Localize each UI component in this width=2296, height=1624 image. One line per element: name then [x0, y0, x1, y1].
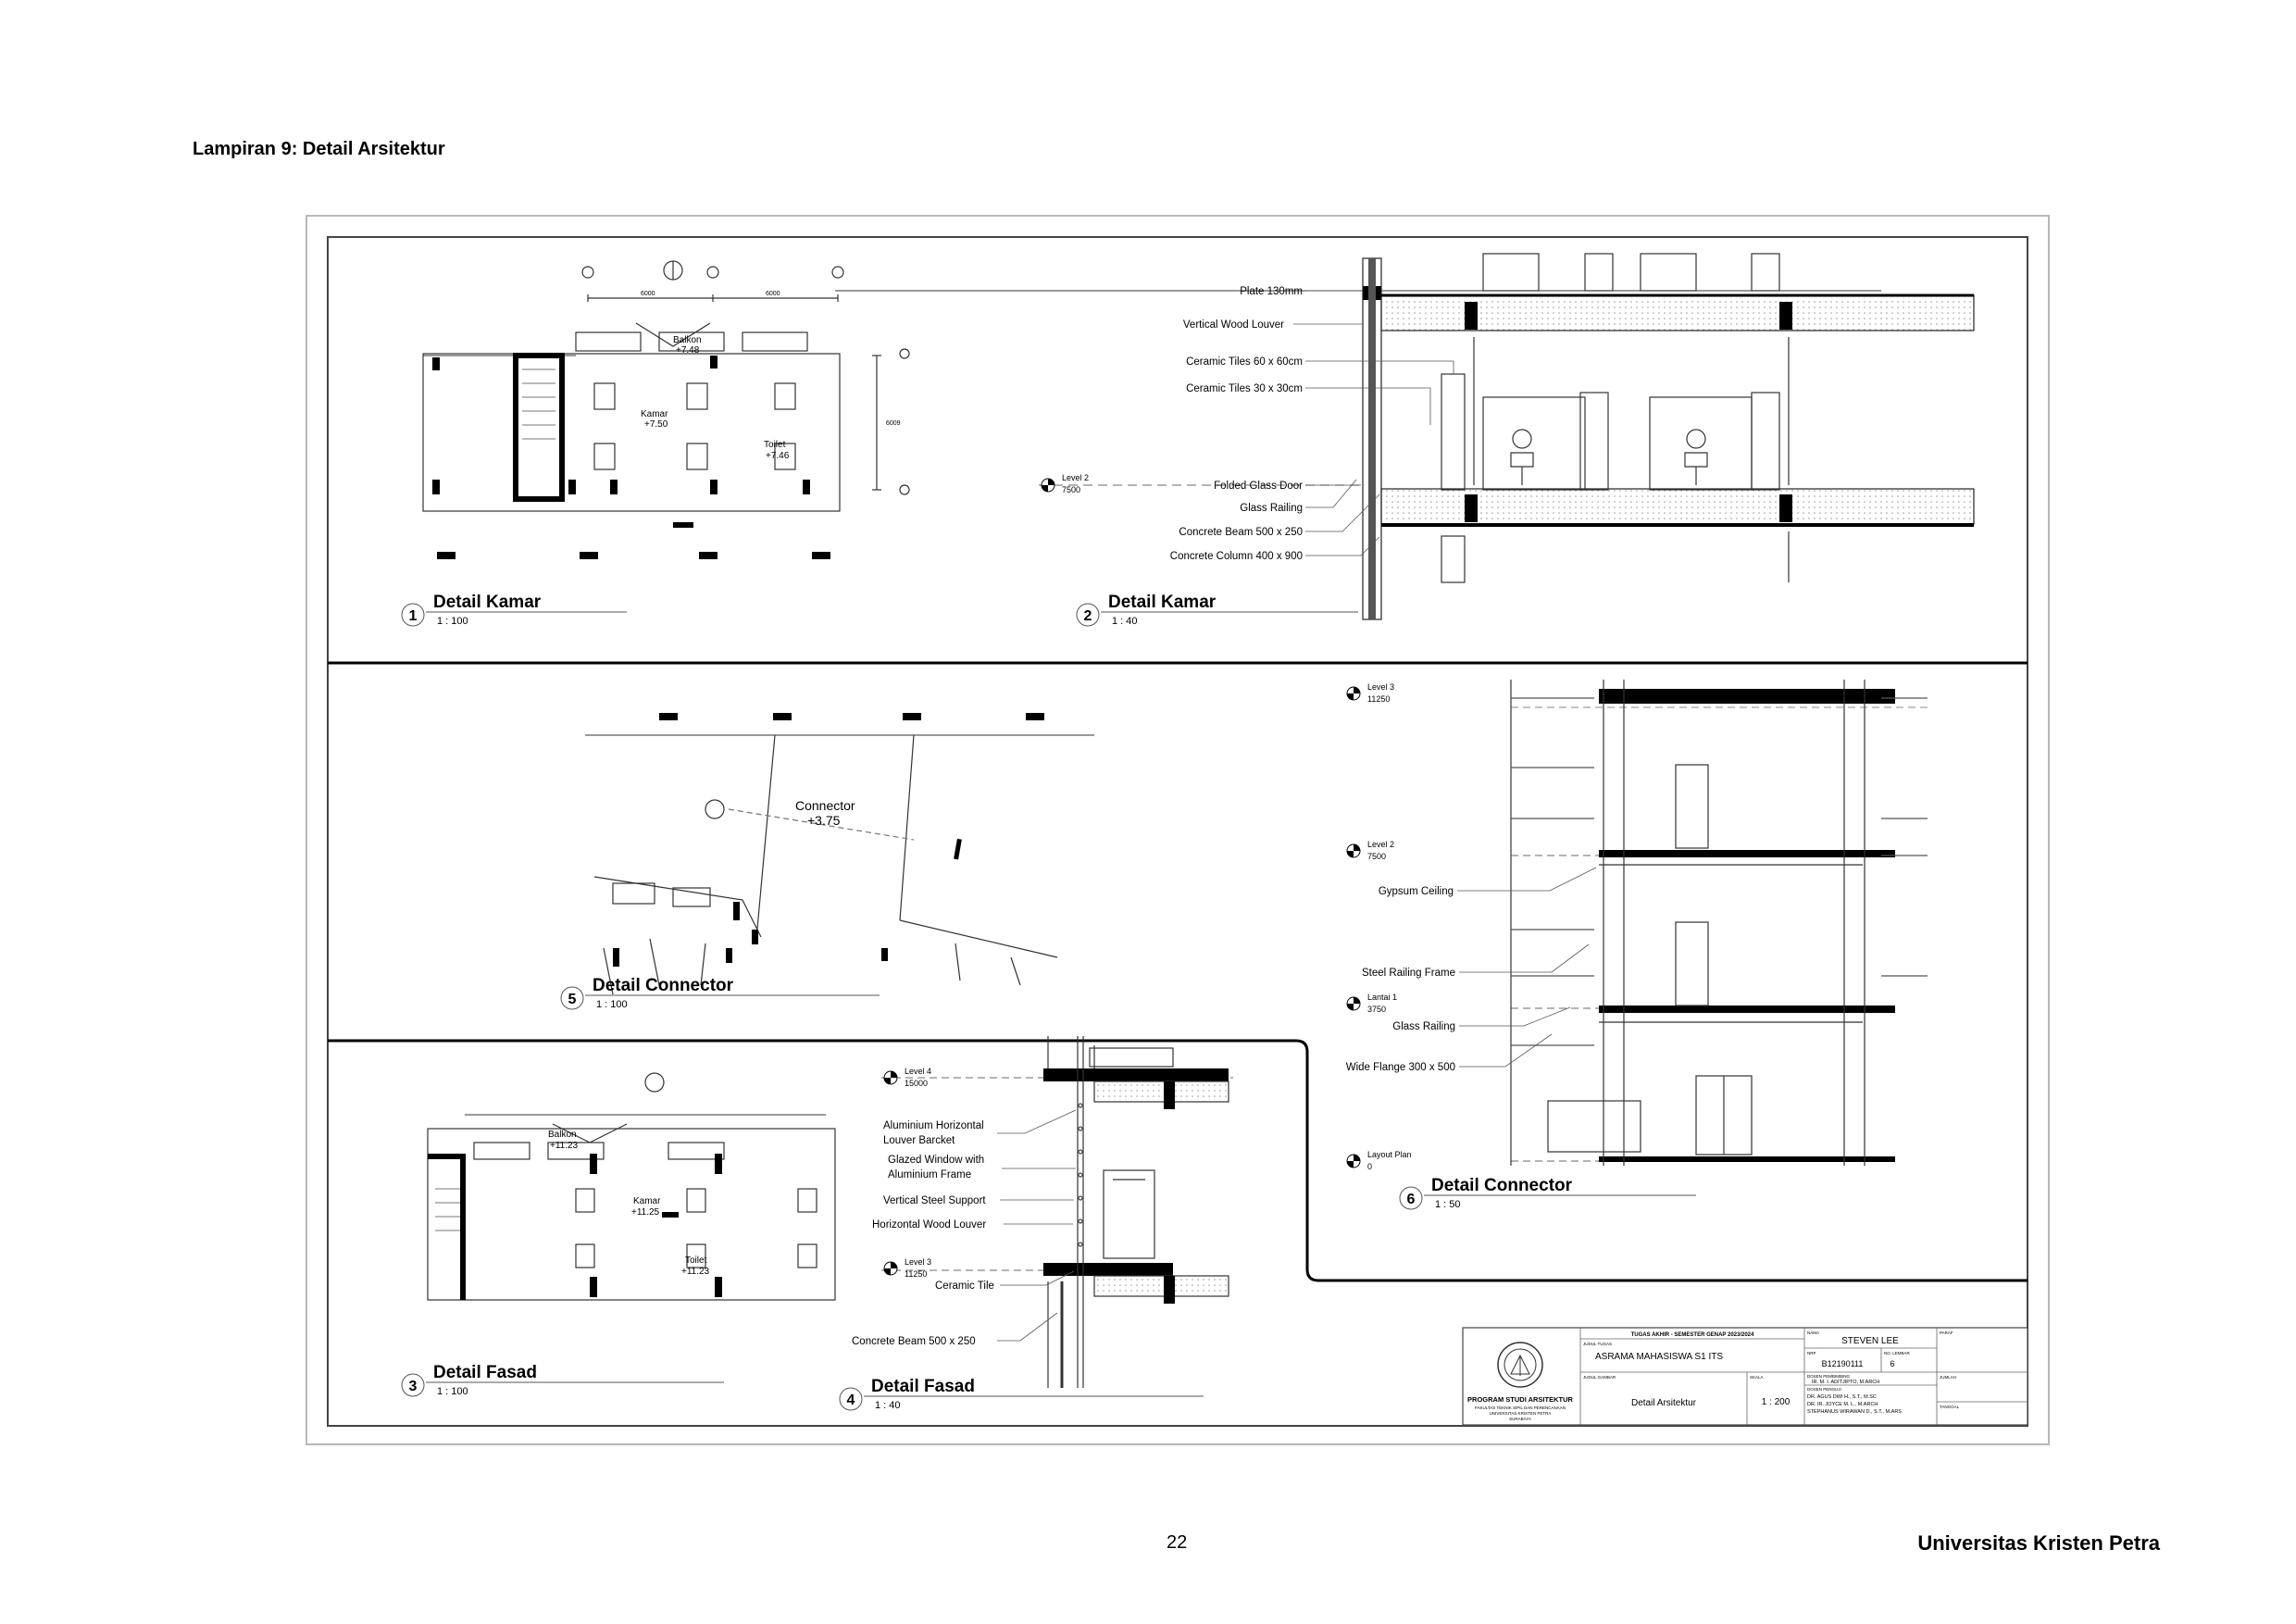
tb-examiner-label: DOSEN PENGUJI	[1807, 1387, 1841, 1392]
university-seal-icon	[1498, 1343, 1542, 1387]
s4-level4-value: 15000	[905, 1079, 929, 1088]
tb-sheet-title: Detail Arsitektur	[1630, 1398, 1697, 1408]
tb-city: SURABAYA	[1509, 1417, 1531, 1421]
title6-text: Detail Connector	[1431, 1176, 1573, 1195]
section6-level-2	[1347, 840, 1394, 861]
s6-lantai1-value: 3750	[1367, 1005, 1387, 1014]
title4-text: Detail Fasad	[871, 1377, 975, 1396]
title5-num: 5	[568, 992, 577, 1007]
tb-name-label: NAMA	[1807, 1330, 1820, 1335]
detail-kamar-plan	[423, 261, 909, 511]
s6-layout-value: 0	[1367, 1162, 1373, 1171]
section6-levels	[1347, 682, 1412, 1171]
tb-paraf-label: PARAF	[1940, 1330, 1953, 1335]
callout-folded-door: Folded Glass Door	[1214, 481, 1303, 492]
tb-advisor-label: DOSEN PEMBIMBING	[1807, 1374, 1851, 1379]
detail-kamar-section	[835, 254, 1974, 619]
s4-level3-value: 11250	[905, 1269, 928, 1279]
tb-examiner-2: DR. IR. JOYCE M. L., M.ARCH	[1807, 1402, 1878, 1407]
s4-level4-name: Level 4	[905, 1067, 932, 1076]
s6-level2-name: Level 2	[1367, 840, 1395, 849]
callout-alu-horizontal: Aluminium Horizontal	[883, 1120, 984, 1131]
tb-program: PROGRAM STUDI ARSITEKTUR	[1467, 1395, 1573, 1404]
title1-scale: 1 : 100	[437, 616, 468, 627]
fasad-columns	[428, 1154, 722, 1300]
tb-sheetno-label: NO. LEMBAR	[1884, 1351, 1910, 1355]
callout-glazed-window: Glazed Window with	[888, 1155, 985, 1166]
callout-tiles-30: Ceramic Tiles 30 x 30cm	[1186, 383, 1303, 394]
section6-callouts	[1346, 886, 1455, 1073]
drawing-sheet	[306, 215, 2050, 1445]
callout-column: Concrete Column 400 x 900	[1169, 551, 1303, 562]
section4-leaders	[997, 1110, 1076, 1341]
plan3-toilet-level: +11.23	[681, 1267, 710, 1277]
tb-scale: 1 : 200	[1761, 1397, 1791, 1407]
plan3-toilet: Toilet	[685, 1255, 707, 1266]
tb-course: TUGAS AKHIR - SEMESTER GENAP 2023/2024	[1630, 1332, 1754, 1338]
tb-nrp: B12190111	[1821, 1359, 1864, 1368]
title-block	[1463, 1328, 2028, 1425]
plan1-kamar: Kamar	[641, 409, 668, 419]
title3-text: Detail Fasad	[433, 1363, 537, 1382]
title1-num: 1	[408, 608, 418, 624]
tb-jumlah-label: JUMLAH	[1940, 1375, 1957, 1380]
callout-wide-flange: Wide Flange 300 x 500	[1345, 1062, 1455, 1073]
drawing-title-1	[402, 593, 627, 627]
tb-project: ASRAMA MAHASISWA S1 ITS	[1595, 1352, 1723, 1362]
plan1-balkon: Balkon	[673, 335, 702, 345]
tb-faculty: FAKULTAS TEKNIK SIPIL DAN PERENCANAAN	[1474, 1405, 1566, 1410]
detail-connector-plan	[585, 735, 1094, 994]
drawing-title-2	[1077, 593, 1358, 627]
detail-fasad-plan	[428, 1073, 835, 1300]
section6-level-3	[1347, 682, 1394, 704]
plan1-toilet: Toilet	[764, 440, 786, 450]
plan3-kamar: Kamar	[633, 1196, 661, 1206]
section4-callouts	[852, 1120, 994, 1347]
tb-scale-label: SKALA	[1750, 1375, 1764, 1380]
plan1-dim-1: 6000	[641, 291, 655, 297]
section2-level-name: Level 2	[1062, 473, 1090, 482]
title5-text: Detail Connector	[593, 976, 734, 995]
title3-scale: 1 : 100	[437, 1386, 468, 1397]
plan1-toilet-level: +7.46	[766, 451, 790, 461]
title6-scale: 1 : 50	[1435, 1199, 1461, 1210]
callout-beam-fasad: Concrete Beam 500 x 250	[852, 1336, 976, 1347]
title2-num: 2	[1083, 608, 1092, 624]
tb-examiner-1: DR. AGUS DWI H., S.T., M.SC	[1807, 1394, 1877, 1400]
drawing-title-3	[402, 1363, 724, 1397]
drawing-title-5	[561, 976, 880, 1010]
callout-wood-louver: Vertical Wood Louver	[1182, 319, 1284, 331]
institution-name: Universitas Kristen Petra	[1917, 1531, 2160, 1555]
plan1-dim-3: 6009	[886, 420, 901, 427]
callout-plate: Plate 130mm	[1240, 286, 1303, 297]
title6-num: 6	[1406, 1192, 1416, 1207]
title1-text: Detail Kamar	[433, 593, 542, 612]
section6-layout-plan	[1347, 1150, 1412, 1171]
plan3-kamar-level: +11.25	[631, 1207, 660, 1218]
section2-level-value: 7500	[1062, 485, 1081, 494]
title5-scale: 1 : 100	[596, 999, 628, 1010]
tb-examiner-3: STEPHANUS WIRAWAN D., S.T., M.ARS	[1807, 1409, 1902, 1415]
callout-vertical-steel: Vertical Steel Support	[883, 1195, 986, 1206]
section4-level-3	[884, 1257, 931, 1279]
title2-text: Detail Kamar	[1108, 593, 1217, 612]
detail-connector-section	[1511, 680, 1928, 1166]
connector-label: Connector	[795, 798, 855, 813]
tb-project-label: JUDUL TUGAS	[1583, 1342, 1613, 1346]
callout-glass-railing: Glass Railing	[1240, 503, 1303, 514]
page-heading: Lampiran 9: Detail Arsitektur	[193, 139, 445, 159]
tb-nrp-label: NRP	[1807, 1351, 1816, 1355]
inner-frame	[328, 237, 2028, 1426]
connector-level: +3.75	[807, 813, 841, 828]
tb-university: UNIVERSITAS KRISTEN PETRA	[1489, 1411, 1552, 1416]
section6-leaders	[1457, 868, 1596, 1067]
tb-advisor: IR. M. I. ADITJIPTO, M.ARCH	[1812, 1380, 1880, 1385]
s6-level3-value: 11250	[1367, 694, 1391, 704]
tb-sheet-label: JUDUL GAMBAR	[1583, 1375, 1616, 1380]
title2-scale: 1 : 40	[1112, 616, 1138, 627]
s6-lantai1-name: Lantai 1	[1367, 993, 1398, 1002]
s6-layout-name: Layout Plan	[1367, 1150, 1412, 1159]
callout-steel-railing: Steel Railing Frame	[1362, 968, 1455, 979]
page-number: 22	[1167, 1532, 1188, 1553]
callout-tiles-60: Ceramic Tiles 60 x 60cm	[1186, 356, 1303, 368]
callout-horizontal-louver: Horizontal Wood Louver	[872, 1219, 987, 1230]
title4-num: 4	[846, 1393, 855, 1408]
drawing-title-6	[1400, 1176, 1696, 1210]
plan3-balkon-level: +11.23	[550, 1141, 579, 1151]
callout-beam: Concrete Beam 500 x 250	[1179, 527, 1303, 538]
drawing-title-4	[840, 1377, 1204, 1411]
s6-level3-name: Level 3	[1367, 682, 1395, 692]
plan1-kamar-level: +7.50	[644, 419, 668, 430]
callout-glass-railing-6: Glass Railing	[1392, 1021, 1455, 1032]
callout-ceramic-tile: Ceramic Tile	[935, 1280, 994, 1292]
callout-gypsum: Gypsum Ceiling	[1378, 886, 1454, 897]
plan3-balkon: Balkon	[548, 1130, 577, 1140]
section2-level-2	[1042, 473, 1089, 494]
drawing-canvas	[307, 217, 2048, 1443]
section6-lantai-1	[1347, 993, 1397, 1014]
title4-scale: 1 : 40	[875, 1400, 901, 1411]
s6-level2-value: 7500	[1367, 852, 1387, 861]
plan1-balkon-level: +7.48	[676, 345, 700, 356]
tb-name: STEVEN LEE	[1841, 1336, 1899, 1346]
callout-louver-barcket: Louver Barcket	[883, 1135, 955, 1146]
s4-level3-name: Level 3	[905, 1257, 932, 1267]
connector-columns	[613, 713, 1044, 967]
tb-date-label: TANGGAL	[1940, 1405, 1960, 1409]
detail-fasad-section	[881, 1036, 1233, 1388]
title3-num: 3	[408, 1379, 418, 1394]
callout-alu-frame: Aluminium Frame	[888, 1169, 972, 1181]
plan1-dim-2: 6000	[766, 291, 780, 297]
tb-sheetno: 6	[1890, 1359, 1895, 1368]
section2-callouts	[1170, 286, 1303, 562]
